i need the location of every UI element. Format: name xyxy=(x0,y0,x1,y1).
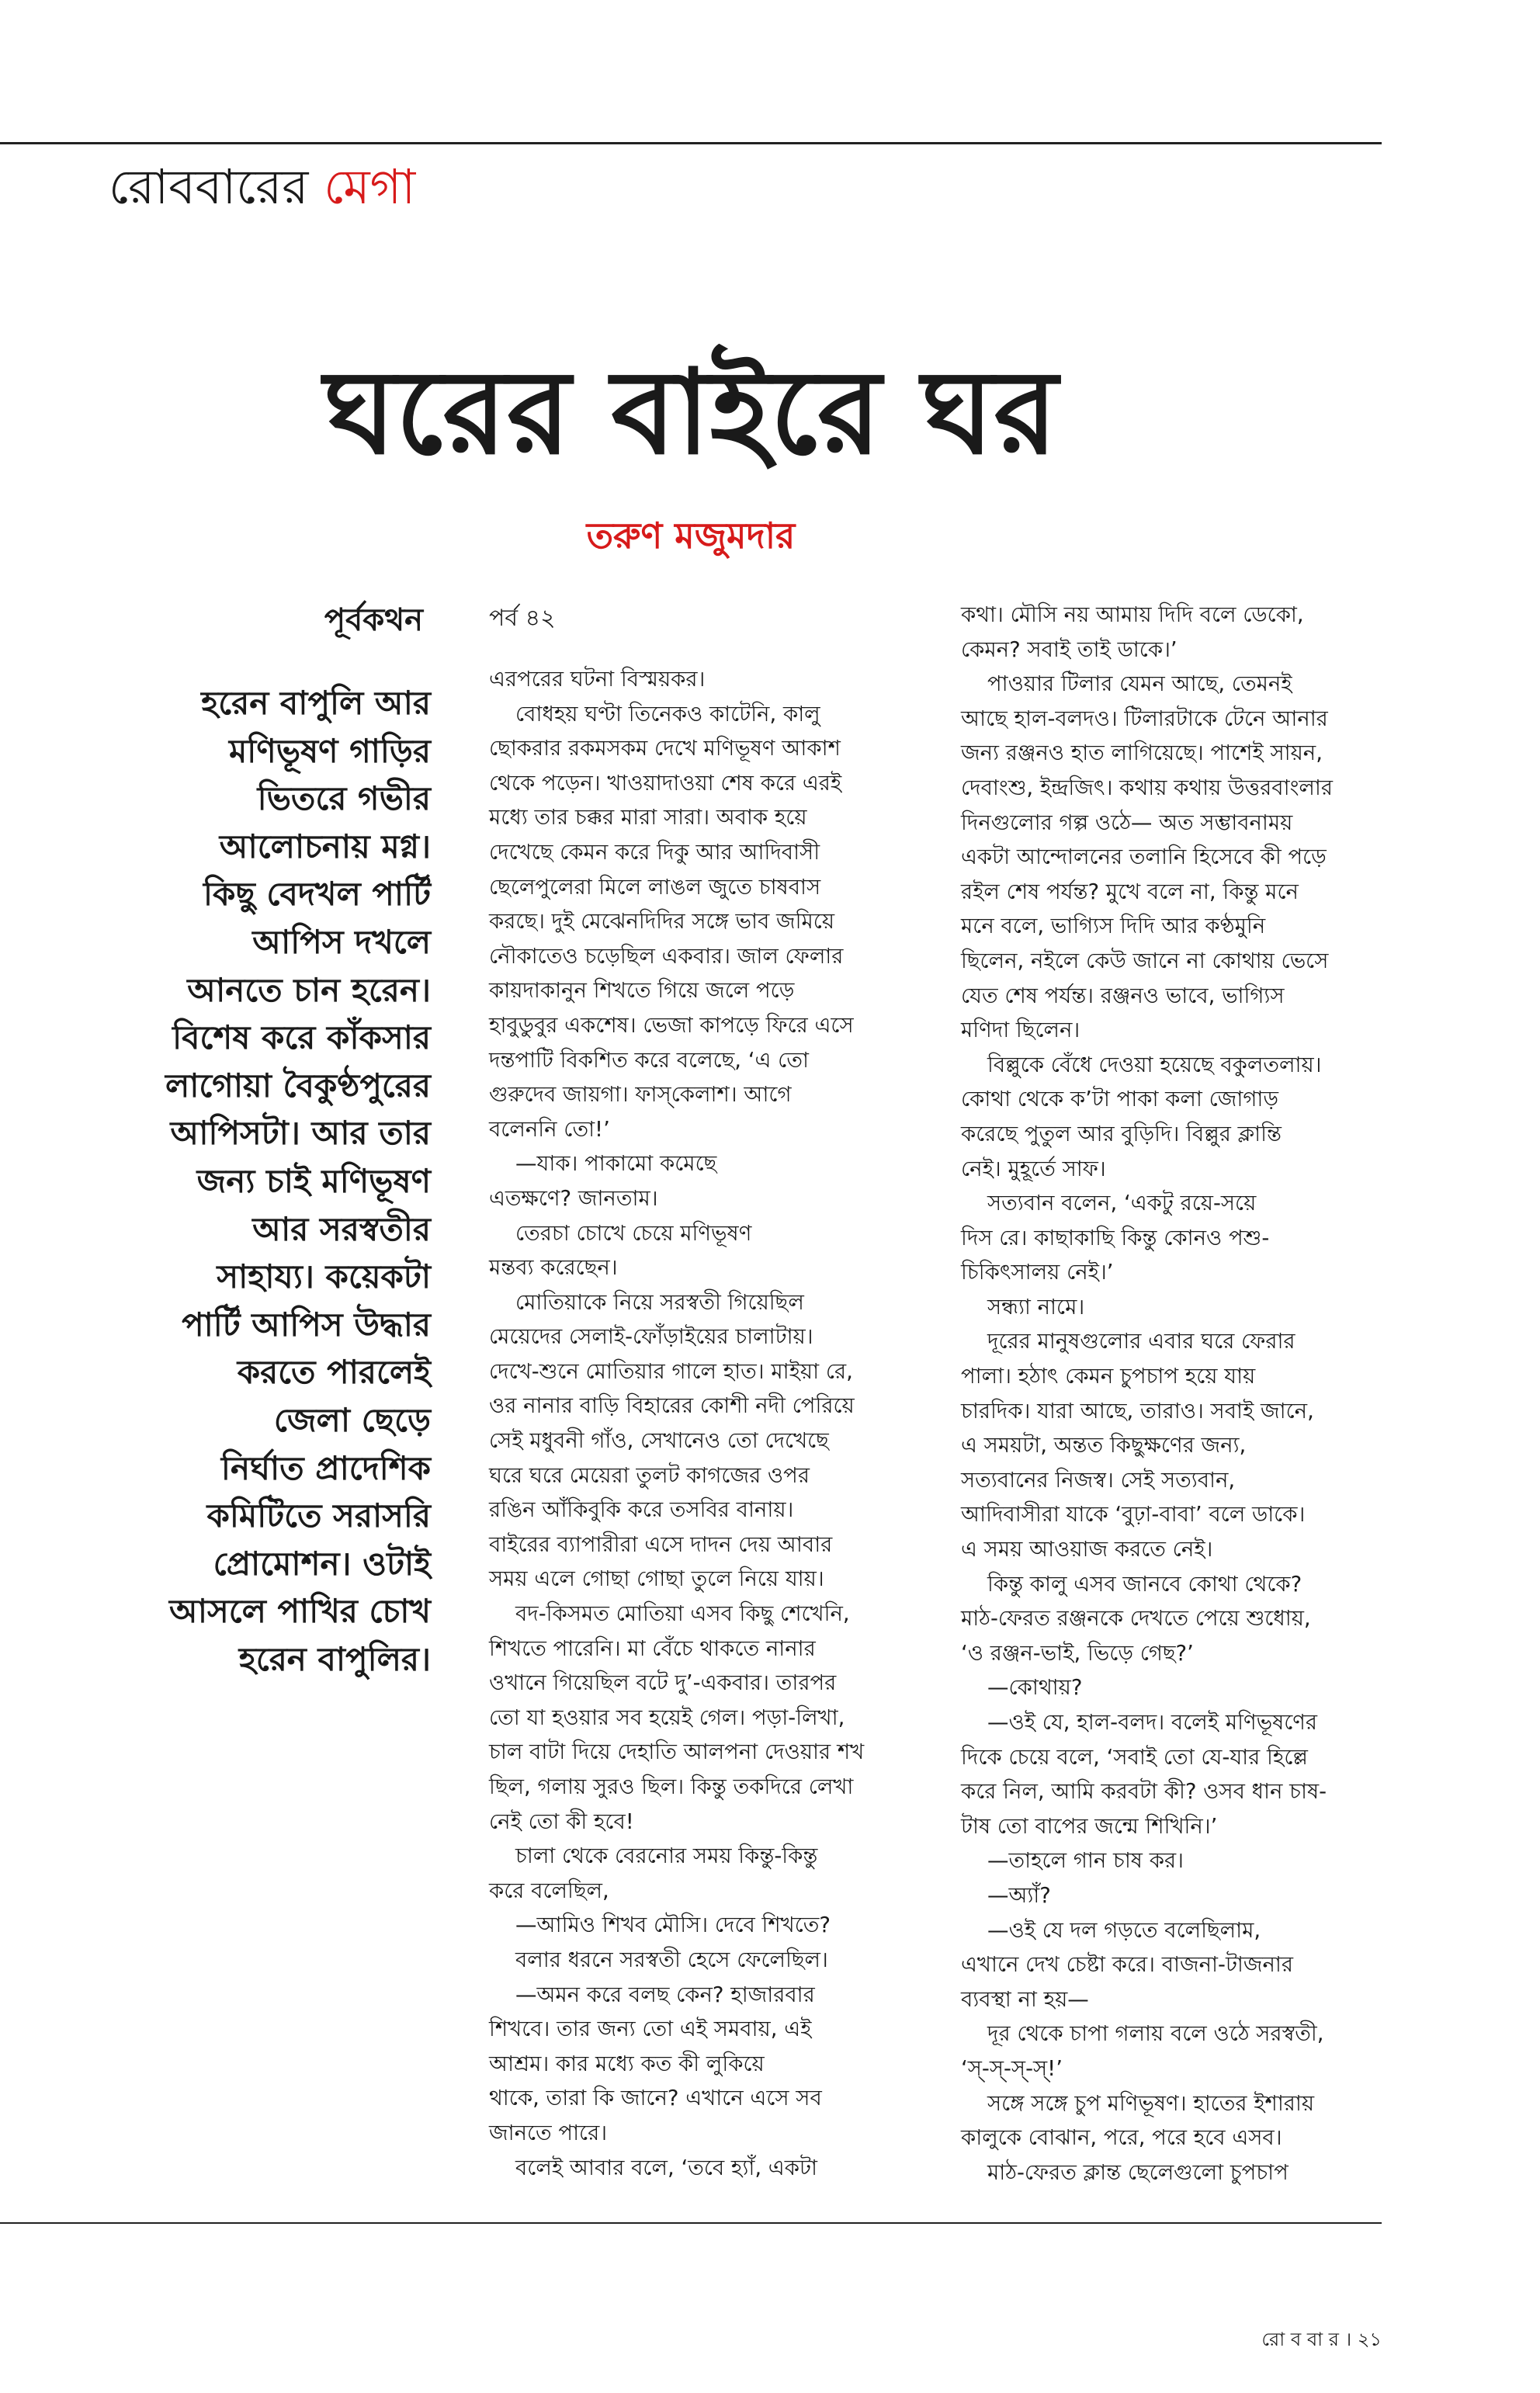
text-line: বিশেষ করে কাঁকসার xyxy=(172,1018,431,1057)
text-line: এতক্ষণে? জানতাম। xyxy=(489,1185,658,1211)
text-line: ছেলেপুলেরা মিলে লাঙল জুতে চাষবাস xyxy=(489,874,821,900)
text-line: রইল শেষ পর্যন্ত? মুখে বলে না, কিন্তু মনে xyxy=(961,879,1299,904)
text-line: করেছে পুতুল আর বুড়িদি। বিল্লুর ক্লান্তি xyxy=(961,1121,1282,1146)
text-line: জেলা ছেড়ে xyxy=(273,1400,431,1439)
text-line: বাইরের ব্যাপারীরা এসে দাদন দেয় আবার xyxy=(489,1531,833,1557)
text-line: তো যা হওয়ার সব হয়েই গেল। পড়া-লিখা, xyxy=(489,1705,845,1730)
text-line: কোথা থেকে ক’টা পাকা কলা জোগাড় xyxy=(961,1087,1278,1112)
text-line: একটা আন্দোলনের তলানি হিসেবে কী পড়ে xyxy=(961,844,1327,870)
text-line: এখানে দেখ চেষ্টা করে। বাজনা-টাজনার xyxy=(961,1952,1294,1978)
text-line: কথা। মৌসি নয় আমায় দিদি বলে ডেকো, xyxy=(961,602,1304,627)
text-line: নৌকাতেও চড়েছিল একবার। জাল ফেলার xyxy=(489,943,844,969)
text-line: পালা। হঠাৎ কেমন চুপচাপ হয়ে যায় xyxy=(961,1364,1256,1389)
text-line: ভিতরে গভীর xyxy=(257,779,431,818)
recap-heading: পূর্বকথন xyxy=(324,602,423,638)
text-line: দূরের মানুষগুলোর এবার ঘরে ফেরার xyxy=(987,1329,1295,1354)
text-line: ব্যবস্থা না হয়— xyxy=(961,1986,1089,2012)
text-line: সঙ্গে সঙ্গে চুপ মণিভূষণ। হাতের ইশারায় xyxy=(987,2090,1315,2116)
text-line: পাওয়ার টিলার যেমন আছে, তেমনই xyxy=(987,671,1292,697)
text-line: জন্য চাই মণিভূষণ xyxy=(196,1161,431,1200)
part-label: পর্ব ৪২ xyxy=(489,605,556,632)
text-line: —অ্যাঁ? xyxy=(987,1882,1051,1908)
text-line: নেই। মুহূর্তে সাফ। xyxy=(961,1156,1106,1181)
text-line: হরেন বাপুলির। xyxy=(238,1639,431,1678)
text-line: —তাহলে গান চাষ কর। xyxy=(987,1848,1184,1874)
text-line: সন্ধ্যা নামে। xyxy=(987,1294,1085,1320)
text-line: কিছু বেদখল পার্টি xyxy=(203,875,431,914)
text-line: নেই তো কী হবে! xyxy=(489,1809,634,1834)
text-line: —আমিও শিখব মৌসি। দেবে শিখতে? xyxy=(515,1913,831,1938)
body-column-2 xyxy=(961,598,1396,2190)
text-line: বিল্লুকে বেঁধে দেওয়া হয়েছে বকুলতলায়। xyxy=(987,1052,1322,1077)
text-line: সত্যবান বলেন, ‘একটু রয়ে-সয়ে xyxy=(987,1191,1257,1216)
text-line: দেখেছে কেমন করে দিকু আর আদিবাসী xyxy=(489,839,820,865)
text-line: মাঠ-ফেরত ক্লান্ত ছেলেগুলো চুপচাপ xyxy=(987,2159,1289,2185)
text-line: আছে হাল-বলদও। টিলারটাকে টেনে আনার xyxy=(961,706,1328,731)
text-line: দন্তপাটি বিকশিত করে বলেছে, ‘এ তো xyxy=(489,1047,809,1073)
text-line: করছে। দুই মেঝেনদিদির সঙ্গে ভাব জমিয়ে xyxy=(489,909,835,935)
text-line: যেত শেষ পর্যন্ত। রঞ্জনও ভাবে, ভাগ্যিস xyxy=(961,983,1285,1008)
text-line: মধ্যে তার চক্কর মারা সারা। অবাক হয়ে xyxy=(489,805,807,831)
text-line: দিনগুলোর গল্প ওঠে— অত সম্ভাবনাময় xyxy=(961,810,1293,835)
text-line: বলেননি তো!’ xyxy=(489,1116,610,1142)
text-line: কালুকে বোঝান, পরে, পরে হবে এসব। xyxy=(961,2125,1282,2151)
text-line: কেমন? সবাই তাই ডাকে।’ xyxy=(961,636,1178,662)
text-line: আনতে চান হরেন। xyxy=(187,970,431,1009)
text-line: ওর নানার বাড়ি বিহারের কোশী নদী পেরিয়ে xyxy=(489,1393,855,1419)
text-line: এ সময়টা, অন্তত কিছুক্ষণের জন্য, xyxy=(961,1433,1247,1458)
text-line: এরপরের ঘটনা বিস্ময়কর। xyxy=(489,667,706,692)
text-line: হাবুডুবুর একশেষ। ভেজা কাপড়ে ফিরে এসে xyxy=(489,1012,854,1038)
text-line: থেকে পড়েন। খাওয়াদাওয়া শেষ করে এরই xyxy=(489,770,842,796)
text-line: করে নিল, আমি করবটা কী? ওসব ধান চাষ- xyxy=(961,1779,1327,1805)
page-folio: রো ব বা র । ২১ xyxy=(1261,2329,1382,2350)
text-line: শিখবে। তার জন্য তো এই সমবায়, এই xyxy=(489,2017,812,2042)
text-line: আলোচনায় মগ্ন। xyxy=(219,827,431,865)
text-line: শিখতে পারেনি। মা বেঁচে থাকতে নানার xyxy=(489,1635,816,1661)
text-line: থাকে, তারা কি জানে? এখানে এসে সব xyxy=(489,2086,822,2111)
text-line: করতে পারলেই xyxy=(237,1353,431,1392)
text-line: সেই মধুবনী গাঁও, সেখানেও তো দেখেছে xyxy=(489,1428,829,1454)
text-line: দেবাংশু, ইন্দ্রজিৎ। কথায় কথায় উত্তরবাংলার xyxy=(961,775,1334,800)
text-line: ছোকরার রকমসকম দেখে মণিভূষণ আকাশ xyxy=(489,736,841,761)
text-line: চাল বাটা দিয়ে দেহাতি আলপনা দেওয়ার শখ xyxy=(489,1739,865,1765)
text-line: ঘরে ঘরে মেয়েরা তুলট কাগজের ওপর xyxy=(489,1462,810,1488)
text-line: ছিল, গলায় সুরও ছিল। কিন্তু তকদিরে লেখা xyxy=(489,1774,854,1799)
text-line: আপিস দখলে xyxy=(252,922,431,961)
text-line: চারদিক। যারা আছে, তারাও। সবাই জানে, xyxy=(961,1398,1314,1424)
text-line: হরেন বাপুলি আর xyxy=(201,684,431,722)
text-line: ওখানে গিয়েছিল বটে দু’-একবার। তারপর xyxy=(489,1670,837,1696)
text-line: নির্ঘাত প্রাদেশিক xyxy=(220,1448,431,1487)
text-line: এ সময় আওয়াজ করতে নেই। xyxy=(961,1537,1213,1562)
text-line: রঙিন আঁকিবুকি করে তসবির বানায়। xyxy=(489,1497,794,1523)
section-label xyxy=(109,158,416,215)
text-line: পার্টি আপিস উদ্ধার xyxy=(182,1305,431,1344)
story-title: ঘরের বাইরে ঘর xyxy=(324,345,1058,480)
text-line: প্রোমোশন। ওটাই xyxy=(213,1544,431,1583)
footer-rule xyxy=(0,2222,1382,2224)
text-line: মেয়েদের সেলাই-ফোঁড়াইয়ের চালাটায়। xyxy=(489,1324,813,1350)
text-line: আপিসটা। আর তার xyxy=(170,1114,431,1153)
text-line: সত্যবানের নিজস্ব। সেই সত্যবান, xyxy=(961,1467,1236,1493)
author-byline: তরুণ মজুমদার xyxy=(586,515,796,557)
text-line: —ওই যে দল গড়তে বলেছিলাম, xyxy=(987,1917,1261,1943)
text-line: মনে বলে, ভাগ্যিস দিদি আর কণ্ঠমুনি xyxy=(961,914,1266,939)
text-line: বোধহয় ঘণ্টা তিনেকও কাটেনি, কালু xyxy=(515,701,820,727)
text-line: সাহায্য। কয়েকটা xyxy=(217,1257,431,1296)
recap-block xyxy=(101,679,431,1683)
text-line: —ওই যে, হাল-বলদ। বলেই মণিভূষণের xyxy=(987,1710,1318,1735)
section-label-accent: মেগা xyxy=(324,158,416,215)
text-line: লাগোয়া বৈকুণ্ঠপুরের xyxy=(165,1066,431,1105)
text-line: মন্তব্য করেছেন। xyxy=(489,1255,618,1281)
text-line: দিকে চেয়ে বলে, ‘সবাই তো যে-যার হিল্লে xyxy=(961,1744,1308,1770)
text-line: কিন্তু কালু এসব জানবে কোথা থেকে? xyxy=(987,1571,1302,1597)
text-line: মণিভূষণ গাড়ির xyxy=(228,731,431,770)
text-line: বলার ধরনে সরস্বতী হেসে ফেলেছিল। xyxy=(515,1947,828,1972)
text-line: দিস রে। কাছাকাছি কিন্তু কোনও পশু- xyxy=(961,1225,1270,1250)
text-line: তেরচা চোখে চেয়ে মণিভূষণ xyxy=(515,1220,752,1246)
text-line: ‘স্-স্-স্-স্!’ xyxy=(961,2055,1063,2081)
text-line: ‘ও রঞ্জন-ভাই, ভিড়ে গেছ?’ xyxy=(961,1640,1194,1666)
text-line: মণিদা ছিলেন। xyxy=(961,1018,1080,1043)
text-line: আর সরস্বতীর xyxy=(252,1209,431,1248)
text-line: বলেই আবার বলে, ‘তবে হ্যাঁ, একটা xyxy=(515,2155,817,2180)
text-line: আদিবাসীরা যাকে ‘বুঢ়া-বাবা’ বলে ডাকে। xyxy=(961,1502,1306,1528)
text-line: জন্য রঞ্জনও হাত লাগিয়েছে। পাশেই সায়ন, xyxy=(961,740,1323,766)
text-line: মাঠ-ফেরত রঞ্জনকে দেখতে পেয়ে শুধোয়, xyxy=(961,1606,1311,1632)
header-rule xyxy=(0,142,1382,144)
text-line: আসলে পাখির চোখ xyxy=(168,1592,431,1631)
text-line: বদ-কিসমত মোতিয়া এসব কিছু শেখেনি, xyxy=(515,1601,850,1627)
section-label-prefix: রোববারের xyxy=(109,158,324,215)
text-line: জানতে পারে। xyxy=(489,2120,608,2145)
text-line: কায়দাকানুন শিখতে গিয়ে জলে পড়ে xyxy=(489,978,795,1004)
text-line: আশ্রম। কার মধ্যে কত কী লুকিয়ে xyxy=(489,2051,765,2076)
text-line: করে বলেছিল, xyxy=(489,1878,609,1903)
text-line: মোতিয়াকে নিয়ে সরস্বতী গিয়েছিল xyxy=(515,1289,804,1315)
text-line: দেখে-শুনে মোতিয়ার গালে হাত। মাইয়া রে, xyxy=(489,1358,853,1384)
text-line: —যাক। পাকামো কমেছে xyxy=(515,1151,717,1177)
text-line: টাষ তো বাপের জন্মে শিখিনি।’ xyxy=(961,1813,1218,1839)
text-line: চালা থেকে বেরনোর সময় কিন্তু-কিন্তু xyxy=(515,1843,818,1869)
text-line: দূর থেকে চাপা গলায় বলে ওঠে সরস্বতী, xyxy=(987,2021,1324,2047)
text-line: ছিলেন, নইলে কেউ জানে না কোথায় ভেসে xyxy=(961,948,1329,973)
text-line: —অমন করে বলছ কেন? হাজারবার xyxy=(515,1982,815,2007)
body-column-1 xyxy=(489,662,924,2185)
text-line: —কোথায়? xyxy=(987,1675,1083,1701)
text-line: সময় এলে গোছা গোছা তুলে নিয়ে যায়। xyxy=(489,1566,824,1592)
text-line: গুরুদেব জায়গা। ফাস্‌কেলাশ। আগে xyxy=(489,1082,792,1108)
text-line: কমিটিতে সরাসরি xyxy=(206,1496,431,1535)
text-line: চিকিৎসালয় নেই।’ xyxy=(961,1260,1114,1285)
